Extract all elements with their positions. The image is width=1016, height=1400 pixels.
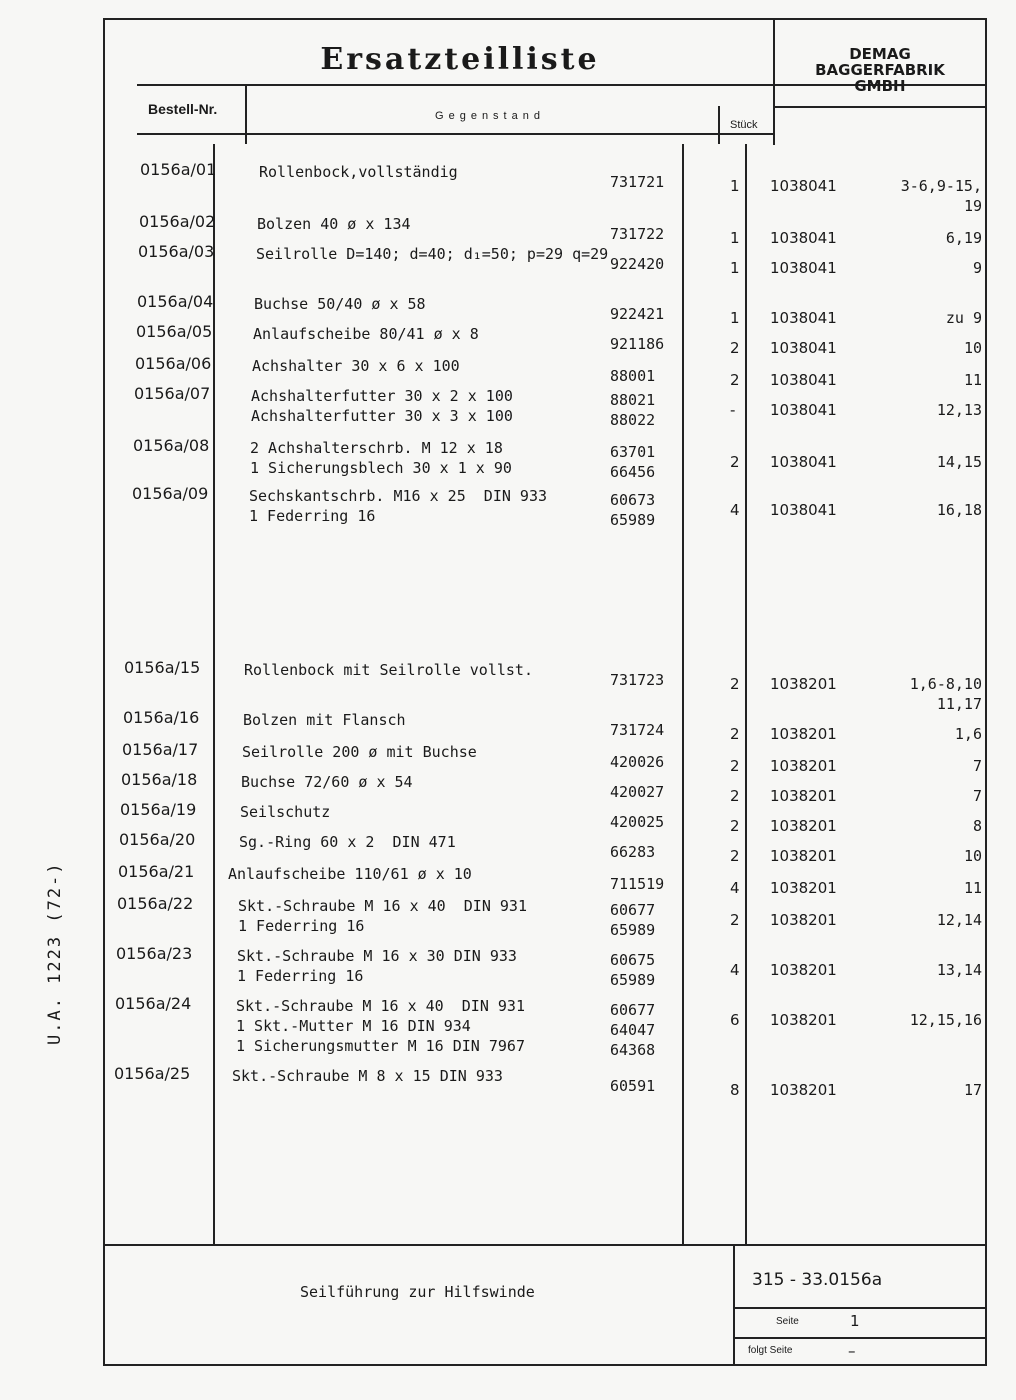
bestell-nr: 0156a/09 bbox=[132, 484, 209, 503]
drawing-number: 1038041 bbox=[770, 501, 837, 519]
gegenstand-text: Achshalterfutter 30 x 3 x 100 bbox=[251, 407, 513, 425]
stueck-quantity: 4 bbox=[730, 961, 740, 979]
footer-seite-divider bbox=[733, 1337, 987, 1339]
stueck-quantity: 2 bbox=[730, 675, 740, 693]
stueck-quantity: 2 bbox=[730, 371, 740, 389]
part-number: 64047 bbox=[610, 1021, 656, 1039]
bestell-nr: 0156a/18 bbox=[121, 770, 198, 789]
page-frame bbox=[103, 18, 987, 1366]
position-numbers: 17 bbox=[963, 1081, 982, 1099]
part-number: 60591 bbox=[610, 1077, 656, 1095]
stueck-quantity: - bbox=[730, 401, 736, 419]
part-number: 60675 bbox=[610, 951, 656, 969]
bestell-nr: 0156a/03 bbox=[138, 242, 215, 261]
position-numbers: 10 bbox=[963, 847, 982, 865]
bestell-column-line bbox=[213, 144, 215, 1244]
bestell-nr: 0156a/06 bbox=[135, 354, 212, 373]
drawing-number: 1038201 bbox=[770, 757, 837, 775]
part-number: 60673 bbox=[610, 491, 656, 509]
position-numbers: 10 bbox=[963, 339, 982, 357]
position-numbers: 12,13 bbox=[936, 401, 982, 419]
drawing-number: 1038041 bbox=[770, 259, 837, 277]
drawing-number: 1038041 bbox=[770, 229, 837, 247]
bestell-nr: 0156a/16 bbox=[123, 708, 200, 727]
position-numbers: 11 bbox=[963, 879, 982, 897]
position-numbers: 11 bbox=[963, 371, 982, 389]
gegenstand-text: Seilschutz bbox=[240, 803, 331, 821]
part-number: 63701 bbox=[610, 443, 656, 461]
position-numbers: 1,6-8,10 bbox=[909, 675, 982, 693]
column-header-gegenstand: Gegenstand bbox=[435, 110, 545, 122]
part-number: 731723 bbox=[610, 671, 665, 689]
drawing-number: 1038201 bbox=[770, 725, 837, 743]
position-numbers: zu 9 bbox=[945, 309, 982, 327]
column-header-stueck: Stück bbox=[730, 119, 758, 131]
folgt-seite-label: folgt Seite bbox=[748, 1345, 793, 1356]
gegenstand-text: Skt.-Schraube M 16 x 40 DIN 931 bbox=[236, 997, 525, 1015]
drawing-number: 1038041 bbox=[770, 339, 837, 357]
stueck-quantity: 2 bbox=[730, 757, 740, 775]
part-number: 60677 bbox=[610, 901, 656, 919]
gegenstand-text: Sechskantschrb. M16 x 25 DIN 933 bbox=[249, 487, 548, 505]
gegenstand-text: Achshalterfutter 30 x 2 x 100 bbox=[251, 387, 513, 405]
gegenstand-text: Anlaufscheibe 80/41 ø x 8 bbox=[253, 325, 479, 343]
part-number: 731721 bbox=[610, 173, 665, 191]
drawing-number: 1038201 bbox=[770, 675, 837, 693]
gegenstand-text: Achshalter 30 x 6 x 100 bbox=[252, 357, 460, 375]
brand-separator bbox=[773, 18, 775, 145]
drawing-number: 1038201 bbox=[770, 847, 837, 865]
gegenstand-text: 1 Sicherungsblech 30 x 1 x 90 bbox=[250, 459, 512, 477]
brand-divider bbox=[773, 106, 987, 108]
stueck-quantity: 2 bbox=[730, 725, 740, 743]
gegenstand-text: Rollenbock mit Seilrolle vollst. bbox=[244, 661, 533, 679]
gegenstand-text: Skt.-Schraube M 16 x 30 DIN 933 bbox=[237, 947, 517, 965]
position-numbers: 3-6,9-15, bbox=[900, 177, 982, 195]
stueck-quantity: 2 bbox=[730, 339, 740, 357]
part-number: 711519 bbox=[610, 875, 665, 893]
bestell-nr: 0156a/21 bbox=[118, 862, 195, 881]
bestell-nr: 0156a/15 bbox=[124, 658, 201, 677]
bestell-nr: 0156a/02 bbox=[139, 212, 216, 231]
margin-note: U.A. 1223 (72-) bbox=[45, 861, 65, 1045]
stueck-quantity: 2 bbox=[730, 453, 740, 471]
part-number: 65989 bbox=[610, 511, 656, 529]
bestell-nr: 0156a/20 bbox=[119, 830, 196, 849]
drawing-number: 1038201 bbox=[770, 961, 837, 979]
gegenstand-text: 1 Federring 16 bbox=[237, 967, 364, 985]
part-number: 88021 bbox=[610, 391, 656, 409]
stueck-quantity: 2 bbox=[730, 817, 740, 835]
gegenstand-text: Seilrolle D=140; d=40; d₁=50; p=29 q=29 bbox=[256, 245, 609, 263]
stueck-quantity: 1 bbox=[730, 229, 740, 247]
stueck-quantity: 2 bbox=[730, 911, 740, 929]
gegenstand-text: Buchse 50/40 ø x 58 bbox=[254, 295, 426, 313]
gegenstand-text: 2 Achshalterschrb. M 12 x 18 bbox=[250, 439, 503, 457]
stueck-column-line-right bbox=[745, 144, 747, 1244]
bestell-nr: 0156a/22 bbox=[117, 894, 194, 913]
drawing-number: 1038201 bbox=[770, 817, 837, 835]
drawing-number: 1038201 bbox=[770, 879, 837, 897]
drawing-number: 1038201 bbox=[770, 911, 837, 929]
gegenstand-text: Seilrolle 200 ø mit Buchse bbox=[242, 743, 477, 761]
stueck-column-line-left bbox=[682, 144, 684, 1244]
part-number: 420026 bbox=[610, 753, 665, 771]
stueck-quantity: 4 bbox=[730, 879, 740, 897]
stueck-quantity: 1 bbox=[730, 259, 740, 277]
footer-separator bbox=[733, 1244, 735, 1366]
stueck-quantity: 2 bbox=[730, 787, 740, 805]
footer-description: Seilführung zur Hilfswinde bbox=[300, 1283, 535, 1301]
bestell-nr: 0156a/24 bbox=[115, 994, 192, 1013]
gegenstand-text: 1 Federring 16 bbox=[238, 917, 365, 935]
bestell-nr: 0156a/08 bbox=[133, 436, 210, 455]
position-numbers: 1,6 bbox=[954, 725, 982, 743]
position-numbers: 7 bbox=[972, 787, 982, 805]
part-number: 922421 bbox=[610, 305, 665, 323]
part-number: 731722 bbox=[610, 225, 665, 243]
brand-line-1: DEMAG bbox=[849, 45, 911, 63]
position-numbers: 19 bbox=[963, 197, 982, 215]
bestell-nr: 0156a/01 bbox=[140, 160, 217, 179]
bestell-nr: 0156a/25 bbox=[114, 1064, 191, 1083]
gegenstand-text: Buchse 72/60 ø x 54 bbox=[241, 773, 413, 791]
drawing-number: 1038201 bbox=[770, 1081, 837, 1099]
gegenstand-text: Skt.-Schraube M 8 x 15 DIN 933 bbox=[232, 1067, 503, 1085]
position-numbers: 14,15 bbox=[936, 453, 982, 471]
position-numbers: 12,14 bbox=[936, 911, 982, 929]
seite-label: Seite bbox=[776, 1316, 799, 1327]
part-number: 64368 bbox=[610, 1041, 656, 1059]
position-numbers: 9 bbox=[972, 259, 982, 277]
part-number: 88001 bbox=[610, 367, 656, 385]
bestell-nr: 0156a/19 bbox=[120, 800, 197, 819]
part-number: 60677 bbox=[610, 1001, 656, 1019]
bestell-nr: 0156a/23 bbox=[116, 944, 193, 963]
stueck-quantity: 6 bbox=[730, 1011, 740, 1029]
gegenstand-text: Rollenbock,vollständig bbox=[259, 163, 458, 181]
position-numbers: 7 bbox=[972, 757, 982, 775]
position-numbers: 8 bbox=[972, 817, 982, 835]
position-numbers: 13,14 bbox=[936, 961, 982, 979]
gegenstand-stueck-line-top bbox=[718, 106, 720, 144]
stueck-quantity: 2 bbox=[730, 847, 740, 865]
gegenstand-text: 1 Skt.-Mutter M 16 DIN 934 bbox=[236, 1017, 471, 1035]
gegenstand-text: Sg.-Ring 60 x 2 DIN 471 bbox=[239, 833, 456, 851]
stueck-quantity: 1 bbox=[730, 177, 740, 195]
drawing-number: 1038041 bbox=[770, 371, 837, 389]
document-title: Ersatzteilliste bbox=[320, 42, 600, 77]
part-number: 420027 bbox=[610, 783, 665, 801]
stueck-quantity: 1 bbox=[730, 309, 740, 327]
column-header-divider bbox=[137, 133, 773, 135]
position-numbers: 12,15,16 bbox=[909, 1011, 982, 1029]
gegenstand-text: Anlaufscheibe 110/61 ø x 10 bbox=[228, 865, 472, 883]
gegenstand-text: Skt.-Schraube M 16 x 40 DIN 931 bbox=[238, 897, 527, 915]
part-number: 420025 bbox=[610, 813, 665, 831]
bestell-nr: 0156a/04 bbox=[137, 292, 214, 311]
seite-value: 1 bbox=[850, 1312, 860, 1330]
company-brand bbox=[780, 46, 980, 94]
bestell-nr: 0156a/07 bbox=[134, 384, 211, 403]
drawing-number: 1038041 bbox=[770, 453, 837, 471]
bestell-nr: 0156a/05 bbox=[136, 322, 213, 341]
part-number: 921186 bbox=[610, 335, 665, 353]
folgt-seite-value: – bbox=[848, 1342, 856, 1360]
column-header-bestell-nr: Bestell-Nr. bbox=[148, 101, 218, 117]
document-number: 315 - 33.0156a bbox=[752, 1270, 883, 1290]
footer-divider bbox=[103, 1244, 987, 1246]
part-number: 66456 bbox=[610, 463, 656, 481]
drawing-number: 1038041 bbox=[770, 309, 837, 327]
drawing-number: 1038041 bbox=[770, 177, 837, 195]
drawing-number: 1038041 bbox=[770, 401, 837, 419]
part-number: 922420 bbox=[610, 255, 665, 273]
part-number: 66283 bbox=[610, 843, 656, 861]
gegenstand-text: Bolzen 40 ø x 134 bbox=[257, 215, 411, 233]
position-numbers: 16,18 bbox=[936, 501, 982, 519]
brand-line-3: GMBH bbox=[854, 77, 906, 95]
part-number: 65989 bbox=[610, 921, 656, 939]
position-numbers: 6,19 bbox=[945, 229, 982, 247]
bestell-column-line-top bbox=[245, 84, 247, 144]
gegenstand-text: 1 Sicherungsmutter M 16 DIN 7967 bbox=[236, 1037, 525, 1055]
brand-line-2: BAGGERFABRIK bbox=[815, 61, 945, 79]
drawing-number: 1038201 bbox=[770, 1011, 837, 1029]
stueck-quantity: 4 bbox=[730, 501, 740, 519]
gegenstand-text: 1 Federring 16 bbox=[249, 507, 376, 525]
stueck-quantity: 8 bbox=[730, 1081, 740, 1099]
position-numbers: 11,17 bbox=[936, 695, 982, 713]
footer-docnum-divider bbox=[733, 1307, 987, 1309]
part-number: 88022 bbox=[610, 411, 656, 429]
bestell-nr: 0156a/17 bbox=[122, 740, 199, 759]
part-number: 65989 bbox=[610, 971, 656, 989]
part-number: 731724 bbox=[610, 721, 665, 739]
gegenstand-text: Bolzen mit Flansch bbox=[243, 711, 406, 729]
drawing-number: 1038201 bbox=[770, 787, 837, 805]
